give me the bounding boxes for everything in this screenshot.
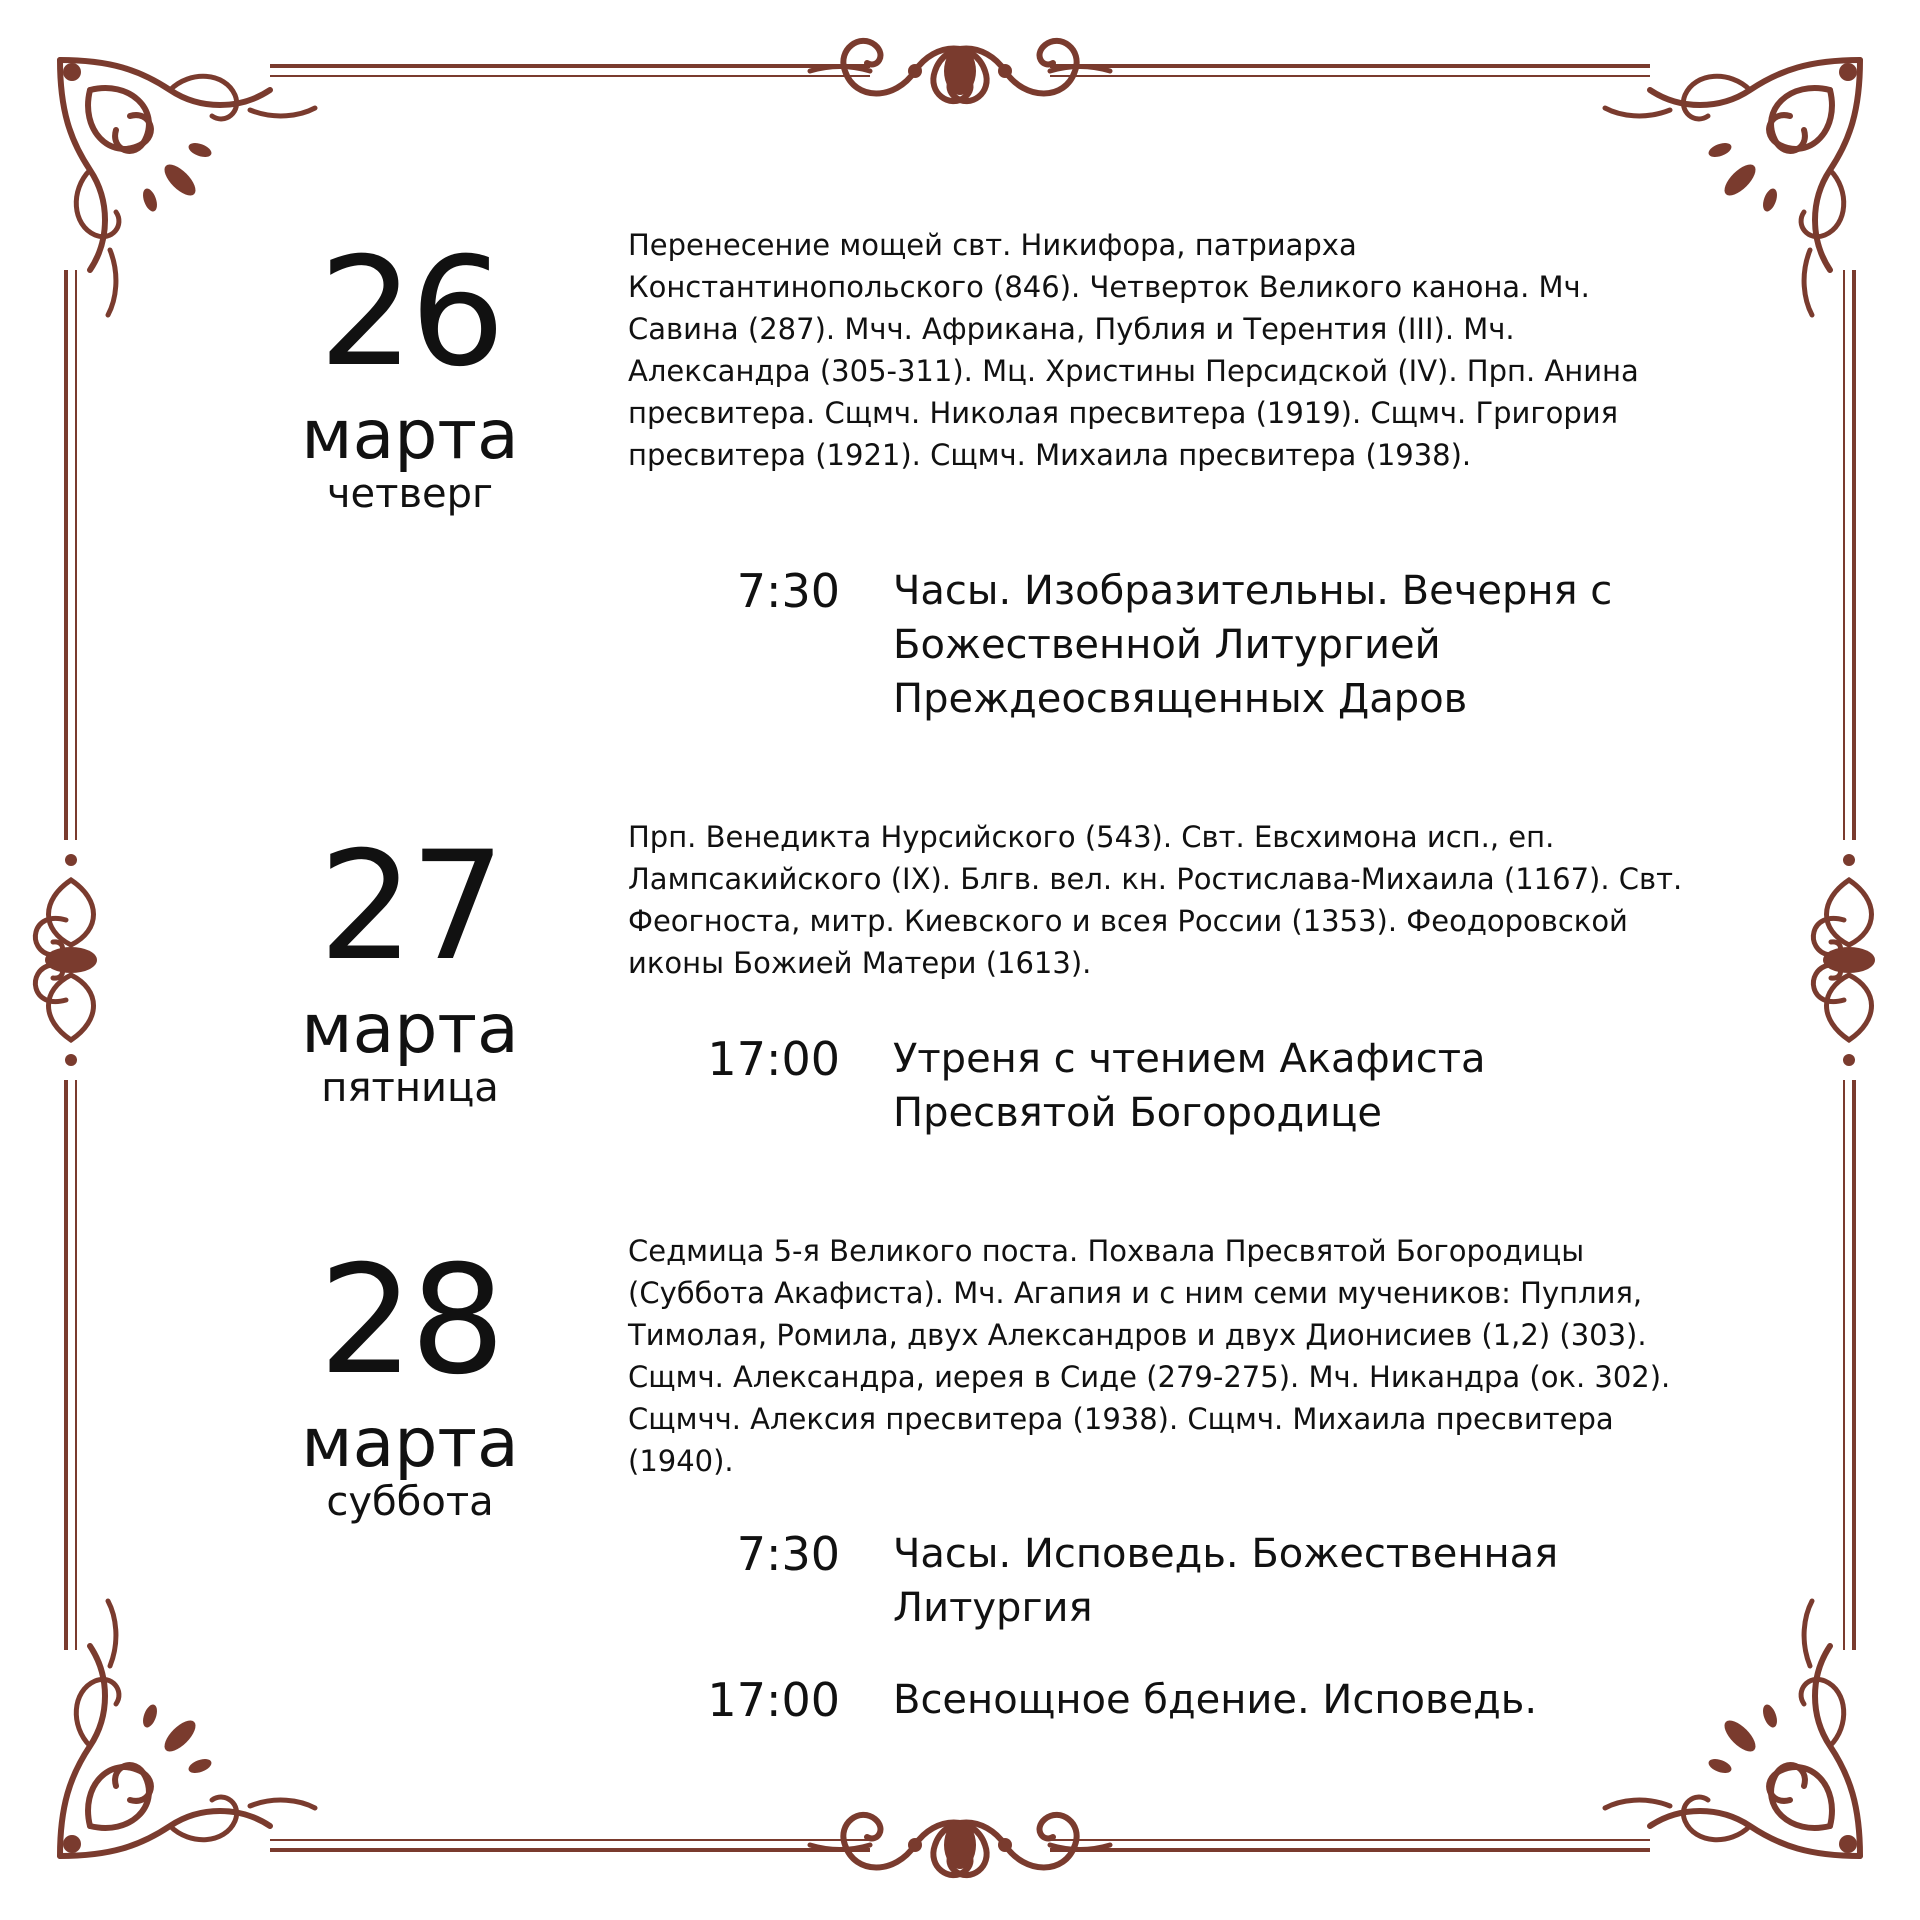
saints-commemoration: Перенесение мощей свт. Никифора, патриарха Константинопольского (846). Четверток Великого канона. Мч. Савина (287). Мчч. Африкана, Публия и Терентия (III). Мч. Александра (305-311). Мц. Христины Персидской (IV). Прп. Анина пресвитера. Сщмч. Николая пресвитера (1919). Сщмч. Григория пресвитера (1921). Сщмч. Михаила пресвитера (1938). xyxy=(628,228,1639,472)
date-day-number: 26 xyxy=(318,226,502,400)
date-day-number: 28 xyxy=(318,1234,502,1408)
date-weekday: пятница xyxy=(321,1065,499,1111)
service-time: 17:00 xyxy=(707,1673,840,1727)
saints-commemoration: Седмица 5-я Великого поста. Похвала Пресвятой Богородицы (Суббота Акафиста). Мч. Агапия и с ним семи мучеников: Пуплия, Тимолая, Ромила, двух Александров и двух Дионисиев (1,2) (303). Сщмч. Александра, иерея в Сиде (279-275). Мч. Никандра (ок. 302). Сщмчч. Алексия пресвитера (1938). Сщмч. Михаила пресвитера (1940). xyxy=(628,1234,1671,1478)
saints-commemoration: Прп. Венедикта Нурсийского (543). Свт. Евсхимона исп., еп. Лампсакийского (IX). Блгв. вел. кн. Ростислава-Михаила (1167). Свт. Феогноста, митр. Киевского и всея России (1353). Феодоровской иконы Божией Матери (1613). xyxy=(628,820,1683,980)
date-day-number: 27 xyxy=(318,820,502,994)
date-month: марта xyxy=(301,990,519,1069)
date-block xyxy=(280,820,540,1111)
service-name: Утреня с чтением Акафиста Пресвятой Богородице xyxy=(893,1036,1486,1136)
service-name: Часы. Изобразительны. Вечерня с Божественной Литургией Преждеосвященных Даров xyxy=(893,568,1613,722)
service-time: 17:00 xyxy=(707,1032,840,1086)
date-month: марта xyxy=(301,396,519,475)
date-weekday: четверг xyxy=(326,471,494,517)
date-weekday: суббота xyxy=(326,1479,494,1525)
service-time: 7:30 xyxy=(736,564,840,618)
service-time: 7:30 xyxy=(736,1527,840,1581)
date-block xyxy=(280,226,540,517)
service-name: Часы. Исповедь. Божественная Литургия xyxy=(893,1531,1559,1631)
date-month: марта xyxy=(301,1404,519,1483)
date-block xyxy=(280,1234,540,1525)
service-name: Всенощное бдение. Исповедь. xyxy=(893,1677,1538,1723)
